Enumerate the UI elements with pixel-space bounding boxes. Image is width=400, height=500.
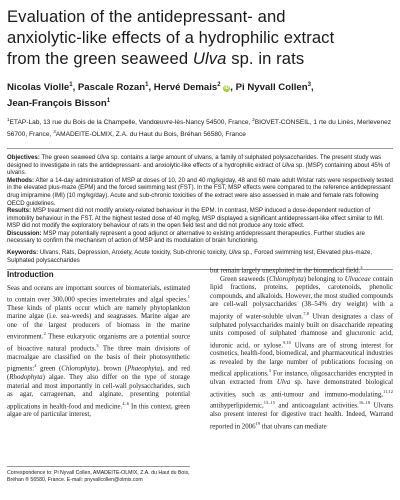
right-text-l: that ulvans can mediate — [260, 423, 327, 431]
author-2-affil: 1 — [145, 82, 149, 88]
citation-r6[interactable]: 16–18 — [358, 400, 371, 406]
methods-label: Methods: — [7, 176, 35, 184]
right-text-k: Ulvans also present interest for digestive tract health. Indeed, Warrand reported in 2006 — [210, 402, 393, 431]
right-text-a: Green seaweeds ( — [220, 275, 270, 283]
title-line-2: anxiolytic-like effects of a hydrophilic extract — [7, 28, 335, 47]
citation-r1[interactable]: 7,8 — [303, 310, 309, 316]
title-line-3-pre: from the green seaweed — [7, 49, 193, 68]
citation-r2[interactable]: 9,10 — [283, 339, 291, 345]
intro-text-e: green ( — [36, 365, 62, 373]
intro-text-g: ), and red ( — [7, 365, 190, 382]
taxon-chlorophyta: Chlorophyta — [61, 365, 96, 373]
correspondence-footnote — [7, 466, 190, 483]
right-text-g: sp. have demonstrated biological activities, such as anti-tumour and immuno-modulating, — [210, 379, 393, 398]
right-text-0: but remain largely unexploited in the biomedical field. — [210, 267, 361, 275]
affiliations — [7, 116, 393, 140]
citation-r4[interactable]: 11,12 — [383, 388, 393, 394]
author-3-affil: 2 — [217, 82, 221, 88]
citation-r3[interactable]: 3 — [268, 368, 272, 374]
author-4-affil: 3 — [307, 82, 311, 88]
citation-r7[interactable]: 19 — [255, 420, 261, 426]
right-text-j: and anticoagulant activities. — [275, 402, 359, 410]
results-text: MSP treatment did not modify anxiety-related behaviour in the EPM. In contrast, MSP induced a dose-dependent reduction of immobility behaviour in the FST. At the highest tested dose of 40 mg/kg, MSP displayed a significant antidepressant-like effect similar to IMI. MSP did not modify the exploratory behaviour of rats in the open field test and did not produce any toxic effect. — [7, 207, 384, 230]
intro-paragraph — [7, 285, 190, 420]
right-text-d: Ulvan designates a class of sulphated polysaccharides mainly built on disaccharide repeating units composed of sulphated rhamnose and glucuronic acid, iduronic acid, or xylose. — [210, 313, 393, 349]
citation-2[interactable]: 2 — [43, 331, 46, 337]
right-text-h: antihyperlipidemic, — [210, 402, 264, 410]
intro-text-j: In this context, green algae are of particular interest, — [7, 402, 190, 419]
right-column — [210, 264, 393, 432]
abstract-discussion — [7, 230, 393, 245]
author-5[interactable]: Jean-François Bisson — [7, 97, 107, 109]
affil-marker-3: 3 — [53, 129, 56, 135]
taxon-ulva: Ulva — [276, 379, 291, 387]
objectives-label: Objectives: — [7, 153, 40, 161]
introduction-heading: Introduction — [7, 270, 54, 279]
affiliation-2: BIOVET-CONSEIL, 1 rte du Linès, Merlevenez 56700, France, — [7, 119, 392, 139]
left-column — [7, 271, 190, 420]
abstract-methods — [7, 177, 393, 207]
correspondence-text[interactable]: Correspondence to: Pi Nyvall Collen, AMADEITE-OLMIX, Z.A. du Haut du Bois, Bréhan ® 56580, France. E-mail: pnyvallcollen@olmix.com — [7, 470, 190, 483]
affil-marker-2: 2 — [252, 117, 255, 123]
citation-5[interactable]: 4–6 — [122, 400, 130, 406]
right-text-f: For instance, oligosaccharides encrypted in ulvan extracted from — [210, 370, 393, 387]
taxon-phaeophyta: Phaeophyta — [127, 365, 160, 373]
right-text-c: contain lipid fractions, proteins, peptides, carotenoids, phenolic compounds, and alkaloids. However, the most studied compounds are cell-wall polysaccharides (38–54% dry weight) with a majority of water-soluble ulvan. — [210, 275, 393, 321]
abstract-objectives — [7, 154, 393, 177]
intro-text-d: The three main divisions of macroalgae are classified on the basis of their photosynthetic pigments: — [7, 345, 190, 373]
keywords-label: Keywords: — [7, 249, 39, 257]
keywords-text-2: sp., Forced swimming test, Elevated plus-maze, Sulphated polysaccharides — [7, 249, 373, 264]
right-text-e: Ulvans are of strong interest for cosmetics, health-food, biomedical, and pharmaceutical industries as revealed by the large number of publications focusing on medical applications. — [210, 341, 393, 378]
methods-text: After a 14-day administration of MSP at doses of 10, 20 and 40 mg/kg/day, 48 and 60 male adult Wistar rats were respectively tested in the elevated plus-maze (EPM) and the forced swimming test (FST). In the FST, MSP effects were compared to the reference antidepressant drug imipramine (IMI) (10 mg/kg/day). Acute and sub-chronic toxicities of the extract were also assessed in male and female rats following OECD guidelines. — [7, 176, 393, 207]
abstract — [7, 148, 393, 270]
intro-text-a: Seas and oceans are important sources of biomaterials, estimated to contain over 300,000 species invertebrates and algal species. — [7, 284, 190, 304]
title-genus: Ulva — [192, 49, 227, 68]
keywords — [7, 249, 393, 264]
citation-1[interactable]: 1 — [187, 294, 190, 299]
discussion-label: Discussion: — [7, 229, 42, 237]
author-4[interactable]: Pi Nyvall Collen — [235, 82, 308, 94]
title-line-1: Evaluation of the antidepressant- and — [7, 7, 286, 26]
objectives-text-3: sp. (MSP) containing about 45% of ulvans. — [7, 161, 391, 177]
author-2[interactable]: Pascale Rozan — [77, 82, 146, 94]
author-3[interactable]: Hervé Demais — [153, 82, 218, 94]
intro-text-f: ), brown ( — [95, 365, 128, 373]
objectives-text-1: The green seaweed — [39, 153, 98, 161]
orcid-icon[interactable]: iD — [224, 85, 230, 92]
author-1-affil: 1 — [69, 82, 73, 88]
article-title — [7, 6, 393, 69]
objectives-genus-1: Ulva — [97, 153, 110, 161]
objectives-genus-2: Ulva — [281, 161, 295, 169]
objectives-text-2: sp. contains a large amount of ulvans, a family of sulphated polysaccharides. The present study was designed to investigate in rats the antidepressant- and anxiolytic-like effects of a hydrophilic extract of — [7, 153, 382, 169]
intro-text-b: These kinds of plants occur which are namely phytoplankton marine algae (i.e. sea-weeds) and seagrasses. Marine algae are one of the largest producers of biomass in the marine environment. — [7, 304, 190, 341]
affiliation-3: AMADEITE-OLMIX, Z.A. du Haut du Bois, Bréhan 56580, France — [55, 131, 246, 139]
right-text-b: ) belonging to — [303, 275, 345, 283]
title-line-3-post: sp. in rats — [226, 49, 305, 68]
citation-4[interactable]: 4 — [34, 363, 37, 369]
author-5-affil: 1 — [106, 97, 111, 104]
author-list: Nicolas Violle$^1$, Pascale Rozan$^1$, Hervé Demais$^2$ iD, Pi Nyvall Collen$^3$, Jean-François Bisson$^1$ — [7, 82, 314, 109]
keywords-genus: Ulva — [228, 249, 242, 257]
citation-3[interactable]: 3 — [96, 343, 99, 349]
results-label: Results: — [7, 207, 32, 215]
taxon-rhodophyta: Rhodophyta — [9, 374, 43, 382]
discussion-text: MSP may potentially represent a good adjunct or alternative to existing antidepressant therapeutics. Further studies are necessary to confirm the mechanism of action of MSP and its modulation of brain functioning. — [7, 229, 365, 245]
right-paragraph-1 — [210, 276, 393, 432]
keywords-text-1: Ulvans, Rats, Depression, Anxiety, Acute toxicity, Sub-chronic toxicity, — [38, 249, 229, 257]
intro-text-h: ) algae. They also differ on the type of storage material and most importantly in cell-wall polysaccharides, such as agar, carrageenan, and alginate, presenting potential applications in health-food and medicine. — [7, 374, 190, 410]
taxon-ulvaceae: Ulvaceae — [344, 275, 371, 283]
intro-text-c: These eukaryotic organisms are a potential source of bioactive natural products. — [7, 333, 190, 353]
author-1[interactable]: Nicolas Violle — [7, 82, 70, 94]
abstract-results — [7, 207, 393, 230]
affil-marker-1: 1 — [7, 117, 10, 123]
taxon-chlorophyta-2: Chlorophyta — [269, 275, 304, 283]
citation-r5[interactable]: 13–15 — [263, 400, 276, 406]
right-paragraph-0 — [210, 264, 393, 276]
citation-r0[interactable]: 3 — [360, 265, 363, 270]
affiliation-1: ETAP-Lab, 13 rue du Bois de la Champelle, Vandœuvre-lès-Nancy 54500, France, — [9, 119, 253, 127]
article-header — [7, 6, 393, 270]
